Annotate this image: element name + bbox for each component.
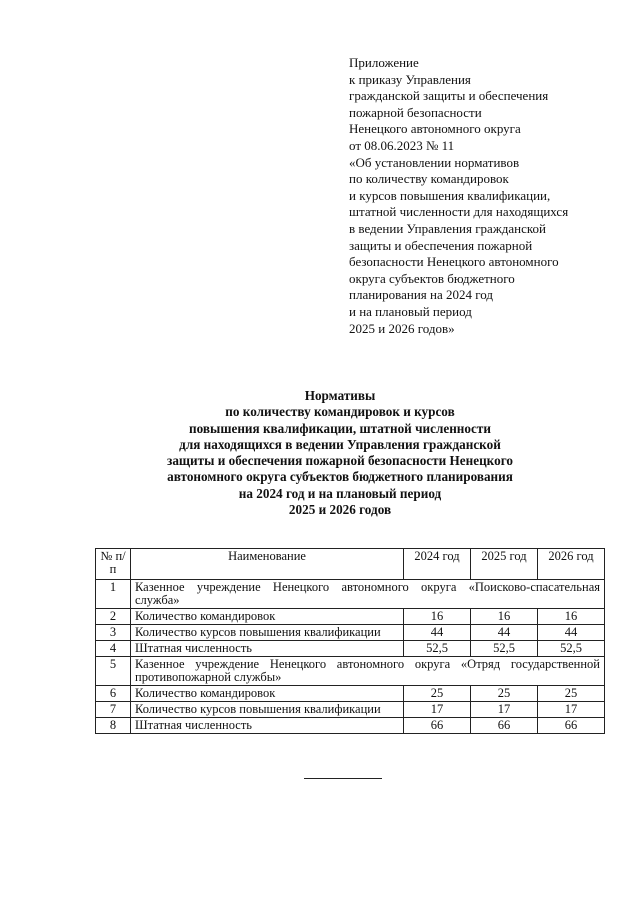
row-name: Штатная численность (131, 641, 404, 657)
table-row (96, 641, 605, 657)
title-line: для находящихся в ведении Управления гражданской (179, 436, 501, 452)
section-name: Казенное учреждение Ненецкого автономного округа «Отряд государственной противопожарной службы» (131, 657, 605, 686)
row-num: 1 (96, 580, 131, 609)
row-2025: 16 (471, 609, 538, 625)
row-2024: 52,5 (404, 641, 471, 657)
appendix-block (349, 55, 619, 337)
header-num: № п/п (96, 549, 131, 580)
document-title (80, 388, 600, 518)
title-line: на 2024 год и на плановый период (238, 485, 442, 501)
appendix-line: гражданской защиты и обеспечения (349, 88, 549, 104)
appendix-line: в ведении Управления гражданской (349, 220, 547, 236)
table-row (96, 718, 605, 734)
appendix-line: и на плановый период (349, 303, 472, 319)
appendix-line: безопасности Ненецкого автономного (349, 254, 559, 270)
row-name: Количество курсов повышения квалификации (131, 702, 404, 718)
table-header-row (96, 549, 605, 580)
table-row (96, 702, 605, 718)
row-2026: 66 (538, 718, 605, 734)
row-2025: 17 (471, 702, 538, 718)
title-line: Нормативы (304, 388, 376, 403)
appendix-line: пожарной безопасности (349, 104, 482, 120)
row-num: 2 (96, 609, 131, 625)
row-2026: 52,5 (538, 641, 605, 657)
closing-divider (304, 778, 382, 779)
table-row (96, 657, 605, 686)
appendix-line: штатной численности для находящихся (349, 204, 569, 220)
row-2025: 66 (471, 718, 538, 734)
appendix-line: Ненецкого автономного округа (349, 121, 521, 137)
appendix-line: защиты и обеспечения пожарной (349, 237, 533, 253)
row-2026: 25 (538, 686, 605, 702)
appendix-line: от 08.06.2023 № 11 (349, 137, 455, 153)
row-2025: 52,5 (471, 641, 538, 657)
table-row (96, 609, 605, 625)
header-2025: 2025 год (471, 549, 538, 580)
row-2026: 16 (538, 609, 605, 625)
appendix-line: Приложение (349, 55, 419, 70)
row-2025: 25 (471, 686, 538, 702)
appendix-line: 2025 и 2026 годов» (349, 320, 455, 336)
table-row (96, 580, 605, 609)
norms-table (95, 548, 605, 734)
row-2024: 44 (404, 625, 471, 641)
row-name: Количество командировок (131, 686, 404, 702)
title-line: 2025 и 2026 годов (288, 502, 392, 518)
row-name: Количество командировок (131, 609, 404, 625)
header-2026: 2026 год (538, 549, 605, 580)
row-name: Штатная численность (131, 718, 404, 734)
row-2024: 16 (404, 609, 471, 625)
appendix-line: по количеству командировок (349, 171, 509, 187)
row-2026: 44 (538, 625, 605, 641)
row-2026: 17 (538, 702, 605, 718)
row-num: 4 (96, 641, 131, 657)
section-name: Казенное учреждение Ненецкого автономного округа «Поисково-спасательная служба» (131, 580, 605, 609)
row-name: Количество курсов повышения квалификации (131, 625, 404, 641)
table-row (96, 625, 605, 641)
row-num: 5 (96, 657, 131, 686)
row-num: 7 (96, 702, 131, 718)
title-line: защиты и обеспечения пожарной безопасности Ненецкого (167, 453, 513, 469)
appendix-line: «Об установлении нормативов (349, 154, 520, 170)
title-line: автономного округа субъектов бюджетного планирования (167, 469, 513, 485)
header-name: Наименование (131, 549, 404, 580)
appendix-line: к приказу Управления (349, 71, 471, 87)
title-line: повышения квалификации, штатной численности (189, 420, 491, 436)
row-num: 8 (96, 718, 131, 734)
row-2024: 17 (404, 702, 471, 718)
row-2025: 44 (471, 625, 538, 641)
title-line: по количеству командировок и курсов (225, 404, 455, 420)
header-2024: 2024 год (404, 549, 471, 580)
appendix-line: и курсов повышения квалификации, (349, 187, 551, 203)
appendix-line: планирования на 2024 год (349, 287, 493, 303)
row-2024: 25 (404, 686, 471, 702)
row-num: 3 (96, 625, 131, 641)
row-num: 6 (96, 686, 131, 702)
row-2024: 66 (404, 718, 471, 734)
table-row (96, 686, 605, 702)
appendix-line: округа субъектов бюджетного (349, 270, 515, 286)
